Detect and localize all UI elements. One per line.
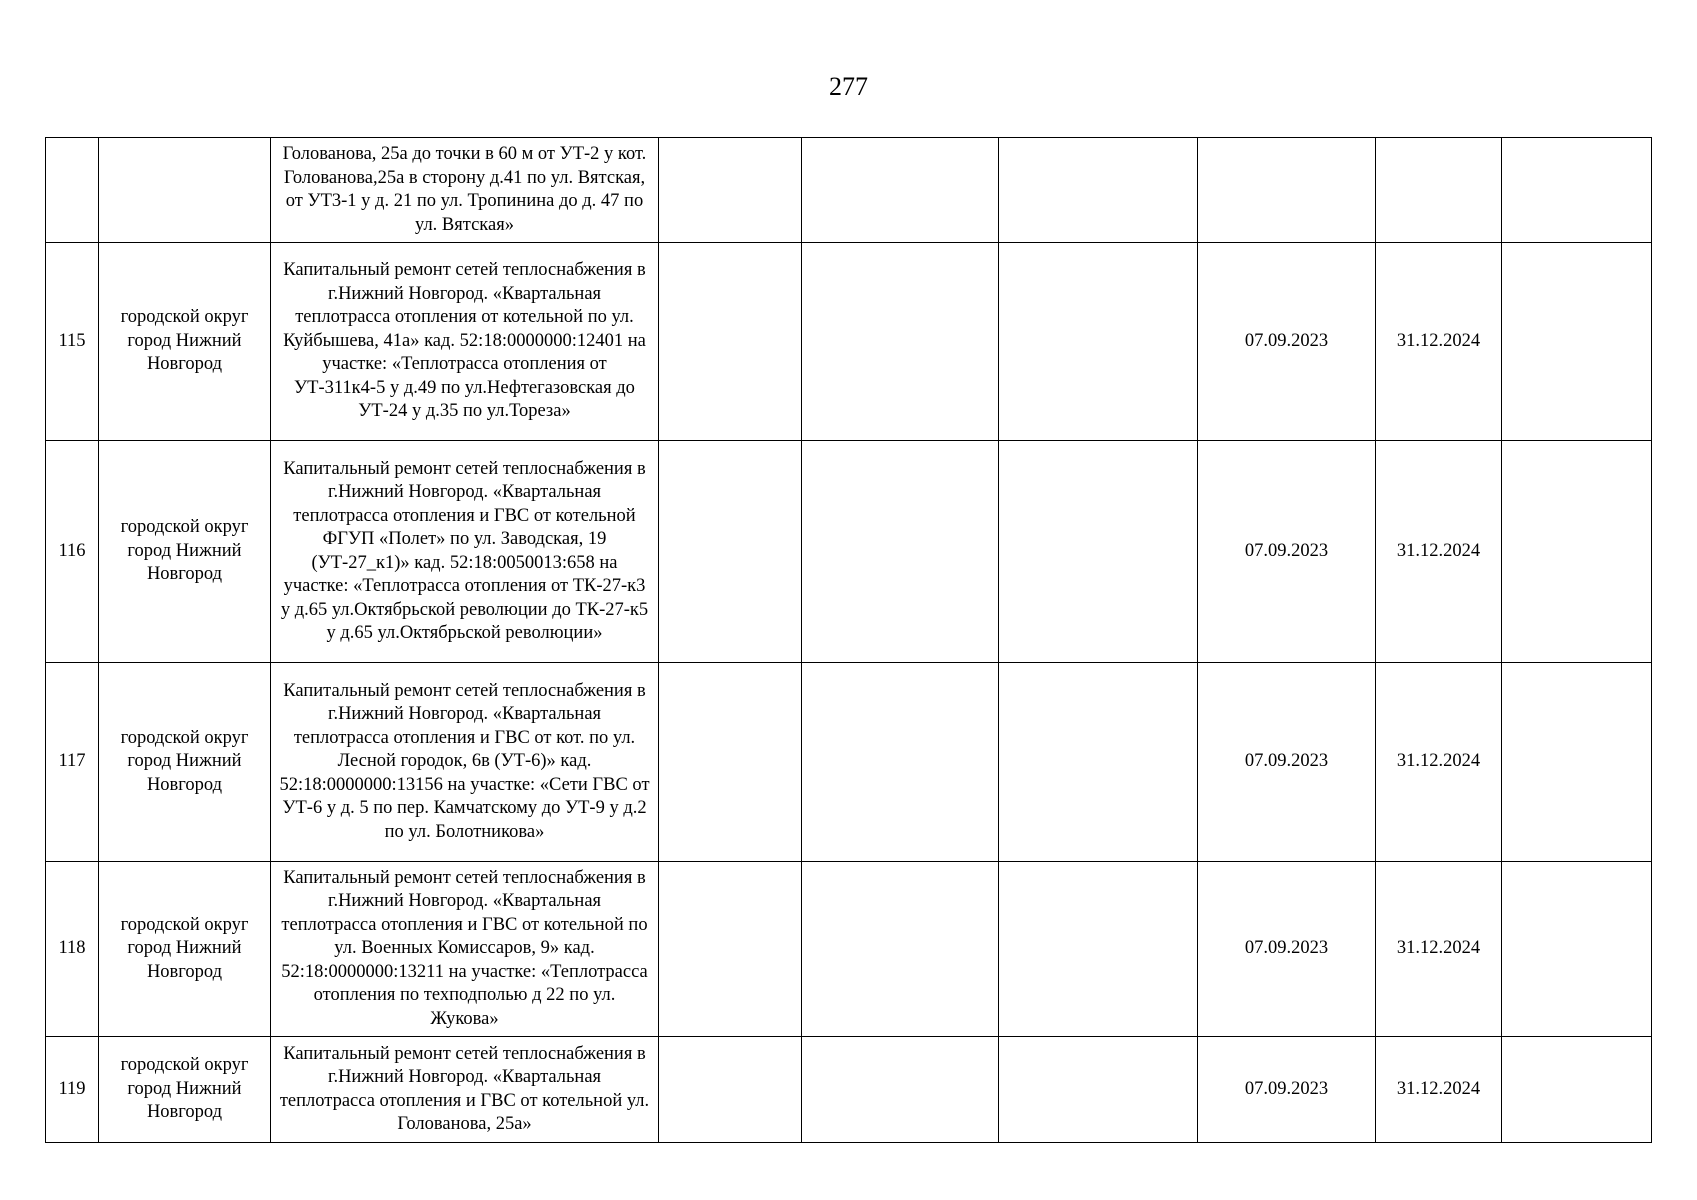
row-number-cell: 118: [46, 862, 99, 1037]
table-row: [46, 1037, 1652, 1143]
table-row: [46, 138, 1652, 243]
municipality-cell: городской округ город Нижний Новгород: [99, 243, 271, 441]
row-number-cell: 116: [46, 441, 99, 663]
start-date-cell: [1198, 138, 1376, 243]
empty-cell: [999, 243, 1198, 441]
empty-cell: [802, 138, 999, 243]
empty-cell: [1502, 243, 1652, 441]
empty-cell: [999, 1037, 1198, 1143]
municipality-cell: городской округ город Нижний Новгород: [99, 441, 271, 663]
empty-cell: [802, 663, 999, 862]
empty-cell: [1502, 1037, 1652, 1143]
work-description-cell: Капитальный ремонт сетей теплоснабжения в г.Нижний Новгород. «Квартальная теплотрасса отопления и ГВС от котельной ул. Голованова, 25а»: [271, 1037, 659, 1143]
work-description-cell: Капитальный ремонт сетей теплоснабжения в г.Нижний Новгород. «Квартальная теплотрасса отопления и ГВС от котельной по ул. Военных Комиссаров, 9» кад. 52:18:0000000:13211 на участке: «Теплотрасса отопления по техподполью д 22 по ул. Жукова»: [271, 862, 659, 1037]
table-row: [46, 862, 1652, 1037]
empty-cell: [1502, 441, 1652, 663]
work-description-cell: Капитальный ремонт сетей теплоснабжения в г.Нижний Новгород. «Квартальная теплотрасса отопления от котельной по ул. Куйбышева, 41а» кад. 52:18:0000000:12401 на участке: «Теплотрасса отопления от УТ-311к4-5 у д.49 по ул.Нефтегазовская до УТ-24 у д.35 по ул.Тореза»: [271, 243, 659, 441]
municipality-cell: городской округ город Нижний Новгород: [99, 1037, 271, 1143]
end-date-cell: 31.12.2024: [1376, 862, 1502, 1037]
work-description-cell: Капитальный ремонт сетей теплоснабжения в г.Нижний Новгород. «Квартальная теплотрасса отопления и ГВС от котельной ФГУП «Полет» по ул. Заводская, 19 (УТ-27_к1)» кад. 52:18:0050013:658 на участке: «Теплотрасса отопления от ТК-27-к3 у д.65 ул.Октябрьской революции до ТК-27-к5 у д.65 ул.Октябрьской революции»: [271, 441, 659, 663]
start-date-cell: 07.09.2023: [1198, 1037, 1376, 1143]
empty-cell: [659, 441, 802, 663]
end-date-cell: 31.12.2024: [1376, 663, 1502, 862]
empty-cell: [999, 663, 1198, 862]
start-date-cell: 07.09.2023: [1198, 663, 1376, 862]
empty-cell: [802, 862, 999, 1037]
end-date-cell: 31.12.2024: [1376, 243, 1502, 441]
start-date-cell: 07.09.2023: [1198, 862, 1376, 1037]
empty-cell: [1502, 138, 1652, 243]
empty-cell: [659, 243, 802, 441]
end-date-cell: 31.12.2024: [1376, 441, 1502, 663]
empty-cell: [999, 138, 1198, 243]
municipality-cell: [99, 138, 271, 243]
empty-cell: [659, 862, 802, 1037]
table-row: [46, 243, 1652, 441]
end-date-cell: 31.12.2024: [1376, 1037, 1502, 1143]
work-description-cell: Голованова, 25а до точки в 60 м от УТ-2 у кот. Голованова,25а в сторону д.41 по ул. Вятская, от УТ3-1 у д. 21 по ул. Тропинина до д. 47 по ул. Вятская»: [271, 138, 659, 243]
empty-cell: [999, 441, 1198, 663]
start-date-cell: 07.09.2023: [1198, 243, 1376, 441]
end-date-cell: [1376, 138, 1502, 243]
row-number-cell: 119: [46, 1037, 99, 1143]
municipality-cell: городской округ город Нижний Новгород: [99, 862, 271, 1037]
empty-cell: [802, 243, 999, 441]
empty-cell: [999, 862, 1198, 1037]
table-row: [46, 663, 1652, 862]
empty-cell: [659, 663, 802, 862]
empty-cell: [659, 138, 802, 243]
start-date-cell: 07.09.2023: [1198, 441, 1376, 663]
table-row: [46, 441, 1652, 663]
row-number-cell: 117: [46, 663, 99, 862]
work-description-cell: Капитальный ремонт сетей теплоснабжения в г.Нижний Новгород. «Квартальная теплотрасса отопления и ГВС от кот. по ул. Лесной городок, 6в (УТ-6)» кад. 52:18:0000000:13156 на участке: «Сети ГВС от УТ-6 у д. 5 по пер. Камчатскому до УТ-9 у д.2 по ул. Болотникова»: [271, 663, 659, 862]
page-number: 277: [829, 72, 868, 101]
municipality-cell: городской округ город Нижний Новгород: [99, 663, 271, 862]
empty-cell: [659, 1037, 802, 1143]
empty-cell: [1502, 862, 1652, 1037]
row-number-cell: 115: [46, 243, 99, 441]
empty-cell: [802, 1037, 999, 1143]
row-number-cell: [46, 138, 99, 243]
empty-cell: [1502, 663, 1652, 862]
works-table: [45, 137, 1652, 1143]
empty-cell: [802, 441, 999, 663]
